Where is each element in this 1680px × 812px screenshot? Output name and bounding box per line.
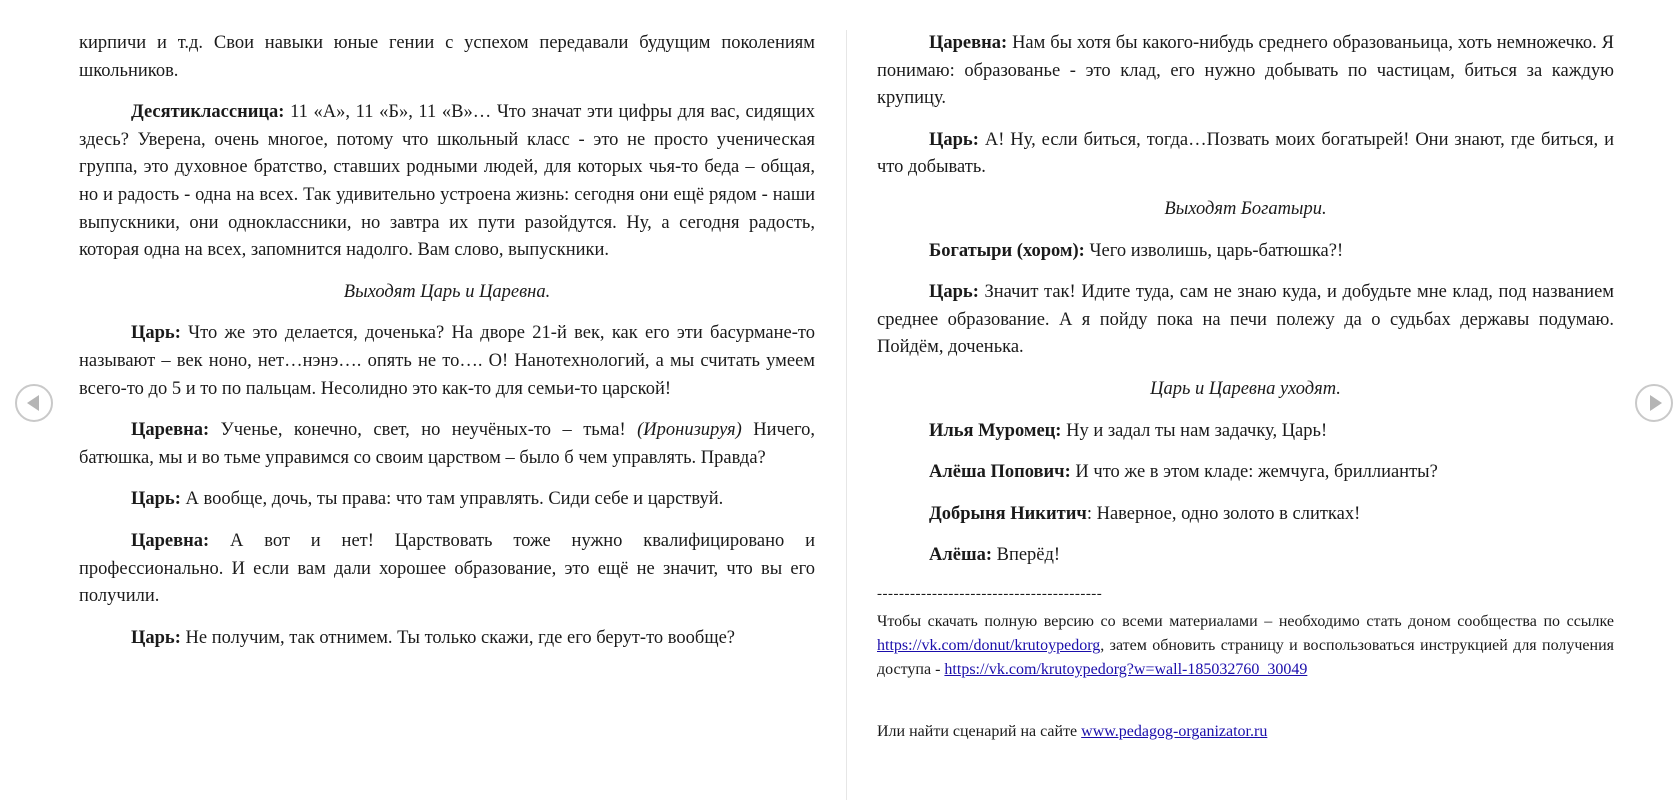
dialogue-line [877, 542, 1614, 570]
dialogue-text: 11 «А», 11 «Б», 11 «В»… Что значат эти цифры для вас, сидящих здесь? Уверена, очень многое, потому что школьный класс - это не просто ученическая группа, это духовное братство, ставших родными людей, для которых чья-то беда – общая, но и радость - одна на всех. Так удивительно устроена жизнь: сегодня они ещё рядом - наши выпускники, они одноклассники, но завтра их пути разойдутся. Ну, а сегодня радость, которая одна на всех, запомнится надолго. Вам слово, выпускники. [79, 102, 815, 261]
dialogue-text: А! Ну, если биться, тогда…Позвать моих богатырей! Они знают, где биться, и что добывать. [877, 129, 1614, 178]
dialogue-text: : Наверное, одно золото в слитках! [1086, 503, 1361, 524]
note-text: Или найти сценарий на сайте [877, 722, 1082, 740]
dialogue-text: Нам бы хотя бы какого-нибудь среднего образованьица, хоть немножечко. Я понимаю: образованье - это клад, его нужно добывать по частицам, биться за каждую крупицу. [877, 33, 1614, 109]
next-page-button[interactable] [1635, 384, 1673, 422]
dialogue-text: Ну и задал ты нам задачку, Царь! [1061, 420, 1328, 441]
speaker-name: Царь: [131, 627, 181, 648]
stage-direction: Царь и Царевна уходят. [1150, 378, 1341, 399]
speaker-name: Царь: [929, 129, 979, 150]
speaker-name: Алёша: [929, 545, 992, 566]
prev-page-button[interactable] [15, 384, 53, 422]
donut-link[interactable]: https://vk.com/donut/krutoypedorg [877, 636, 1101, 654]
dialogue-line [79, 320, 815, 403]
speaker-name: Добрыня Никитич [929, 503, 1087, 524]
dialogue-line [877, 418, 1614, 446]
speaker-name: Царь: [131, 323, 181, 344]
stage-direction: Выходят Богатыри. [1164, 198, 1327, 219]
dialogue-line [79, 417, 815, 472]
speaker-name: Богатыри (хором): [929, 240, 1085, 261]
dialogue-line [79, 625, 815, 653]
speaker-name: Алёша Попович: [929, 462, 1071, 483]
paragraph [79, 30, 815, 85]
footnote-separator: ----------------------------------------- [877, 585, 1103, 602]
page-divider [846, 30, 847, 800]
speaker-name: Десятиклассница: [131, 102, 285, 123]
dialogue-line [79, 486, 815, 514]
speaker-name: Царевна: [131, 420, 210, 441]
speaker-name: Илья Муромец: [929, 420, 1062, 441]
dialogue-text: Ничего, батюшка, мы и во тьме управимся со своим царством – было б чем управлять. Правда? [79, 420, 815, 468]
wall-post-link[interactable]: https://vk.com/krutoypedorg?w=wall-185032760_30049 [944, 660, 1308, 678]
site-link[interactable]: www.pedagog-organizator.ru [1081, 722, 1268, 740]
dialogue-line [877, 30, 1614, 113]
chevron-right-icon [1650, 395, 1662, 411]
dialogue-line [877, 501, 1614, 529]
dialogue-line [79, 528, 815, 611]
speaker-name: Царь: [929, 282, 979, 303]
speaker-name: Царевна: [131, 530, 210, 551]
note-text: Чтобы скачать полную версию со всеми материалами – необходимо стать доном сообщества по ссылке [877, 612, 1614, 630]
dialogue-text: Что же это делается, доченька? На дворе 21-й век, как его эти басурмане-то называют – век ноно, нет…нэнэ…. опять не то…. О! Нанотехнологий, а мы считать умеем всего-то до 5 и то по пальцам. Несолидно это как-то для семьи-то царской! [79, 323, 815, 399]
dialogue-text: А вообще, дочь, ты права: что там управлять. Сиди себе и царствуй. [180, 489, 724, 510]
left-page [79, 30, 815, 666]
dialogue-text: Значит так! Идите туда, сам не знаю куда, и добудьте мне клад, под названием среднее образование. А я пойду пока на печи полежу да о судьбах державы подумаю. Пойдём, доченька. [877, 282, 1614, 358]
dialogue-text: Не получим, так отнимем. Ты только скажи, где его берут-то вообще? [180, 627, 735, 648]
dialogue-line [79, 99, 815, 265]
chevron-left-icon [27, 395, 39, 411]
dialogue-line [877, 127, 1614, 182]
dialogue-line [877, 459, 1614, 487]
stage-direction: Выходят Царь и Царевна. [343, 281, 551, 302]
download-note [877, 610, 1614, 682]
dialogue-text: Вперёд! [991, 545, 1061, 566]
dialogue-text: Ученье, конечно, свет, но неучёных-то – тьма! [209, 420, 638, 441]
dialogue-line [877, 279, 1614, 362]
dialogue-line [877, 238, 1614, 266]
dialogue-text: Чего изволишь, царь-батюшка?! [1084, 240, 1344, 261]
stage-remark: (Иронизируя) [637, 420, 742, 441]
site-note [877, 720, 1614, 744]
right-page [877, 30, 1614, 758]
dialogue-text: И что же в этом кладе: жемчуга, бриллианты? [1070, 462, 1438, 483]
paragraph-text: кирпичи и т.д. Свои навыки юные гении с успехом передавали будущим поколениям школьников. [79, 33, 815, 81]
speaker-name: Царь: [131, 489, 181, 510]
note-text: , затем обновить страницу и воспользоваться инструкцией для получения доступа - [877, 636, 1614, 678]
speaker-name: Царевна: [929, 33, 1008, 53]
dialogue-text: А вот и нет! Царствовать тоже нужно квалифицировано и профессионально. И если вам дали хорошее образование, это ещё не значит, что вы его получили. [79, 530, 815, 607]
